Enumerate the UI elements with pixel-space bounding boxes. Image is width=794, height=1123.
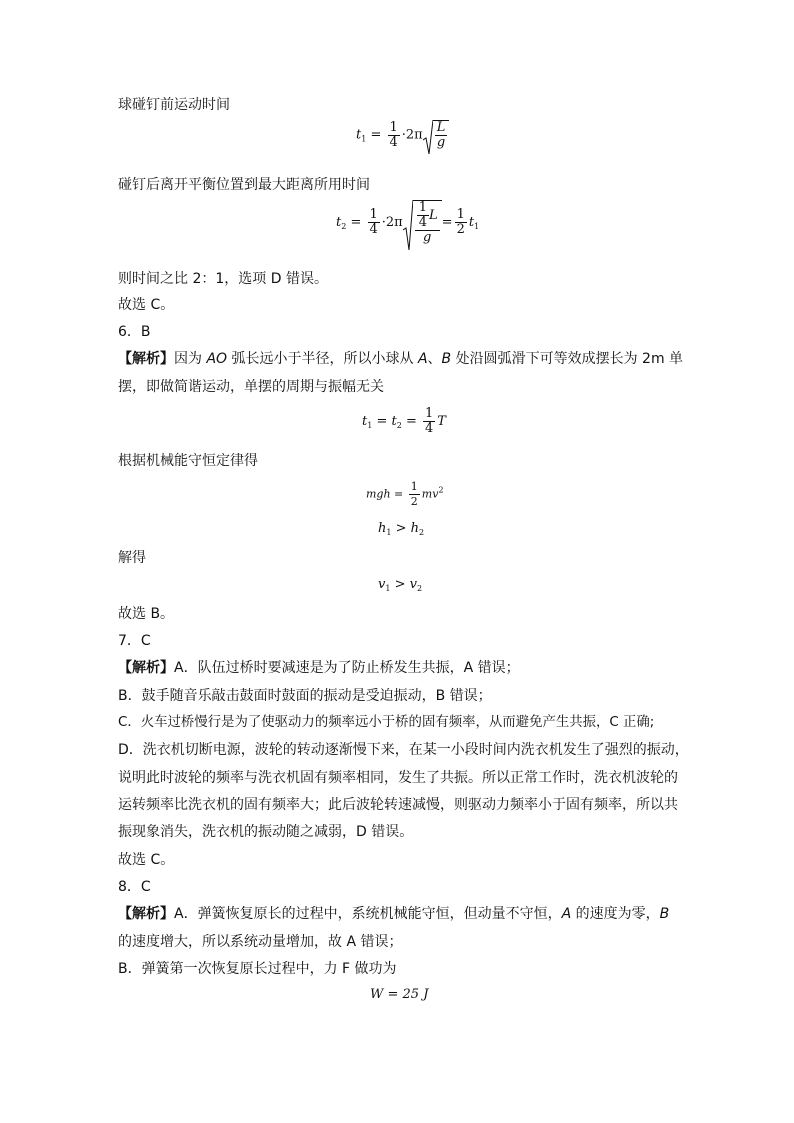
text-line: B．弹簧第一次恢复原长过程中，力 F 做功为 <box>118 961 397 977</box>
text-line: 球碰钉前运动时间 <box>118 97 230 113</box>
equation-t1: $t_1$ = $\frac{1}{4}$ ·2π $\frac{L}{g}$ <box>356 120 449 150</box>
text-line: 【解析】因为 AO 弧长远小于半径，所以小球从 A、B 处沿圆弧滑下可等效成摆长为 2m 单 <box>118 351 684 367</box>
text-line: 【解析】A．队伍过桥时要减速是为了防止桥发生共振，A 错误； <box>118 660 520 676</box>
equation-t2: $t_2$ = $\frac{1}{4}$ ·2π $\frac{1}{4}$ L g = $\frac{1}{2}$ $t_1$ <box>336 200 479 245</box>
text-line: 的速度增大，所以系统动量增加，故 A 错误； <box>118 934 403 950</box>
equation-t1-t2: $t_1 = t_2$ = $\frac{1}{4}$ T <box>362 406 446 436</box>
text-line: 摆，即做简谐运动，单摆的周期与振幅无关 <box>118 379 384 395</box>
text-line: 故选 C。 <box>118 297 175 313</box>
text-line: 振现象消失，洗衣机的振动随之减弱，D 错误。 <box>118 824 414 840</box>
equation-work: W = 25 J <box>370 987 429 1002</box>
text-line: B．鼓手随音乐敲击鼓面时鼓面的振动是受迫振动，B 错误； <box>118 688 492 704</box>
equation-h: $h_1 > h_2$ <box>378 521 425 537</box>
text-line: 说明此时波轮的频率与洗衣机固有频率相同，发生了共振。所以正常工作时，洗衣机波轮的 <box>118 770 678 786</box>
equation-v: $v_1 > v_2$ <box>378 577 423 593</box>
text-line: 【解析】A．弹簧恢复原长的过程中，系统机械能守恒，但动量不守恒，A 的速度为零，B <box>118 906 670 922</box>
text-line: 运转频率比洗衣机的固有频率大；此后波轮转速减慢，则驱动力频率小于固有频率，所以共 <box>118 797 678 813</box>
text-line: 故选 B。 <box>118 606 175 622</box>
question-number: 8．C <box>118 879 151 895</box>
text-line: 则时间之比 2：1，选项 D 错误。 <box>118 271 328 287</box>
text-line: 根据机械能守恒定律得 <box>118 453 258 469</box>
text-line: C．火车过桥慢行是为了使驱动力的频率远小于桥的固有频率，从而避免产生共振，C 正确; <box>118 715 655 730</box>
question-number: 7．C <box>118 633 151 649</box>
text-line: 碰钉后离开平衡位置到最大距离所用时间 <box>118 177 370 193</box>
text-line: 解得 <box>118 550 146 566</box>
equation-energy: mgh = $\frac{1}{2}$ $mv^2$ <box>366 480 444 508</box>
text-line: 故选 C。 <box>118 852 175 868</box>
question-number: 6．B <box>118 324 151 340</box>
text-line: D．洗衣机切断电源，波轮的转动逐渐慢下来，在某一小段时间内洗衣机发生了强烈的振动， <box>118 742 689 758</box>
